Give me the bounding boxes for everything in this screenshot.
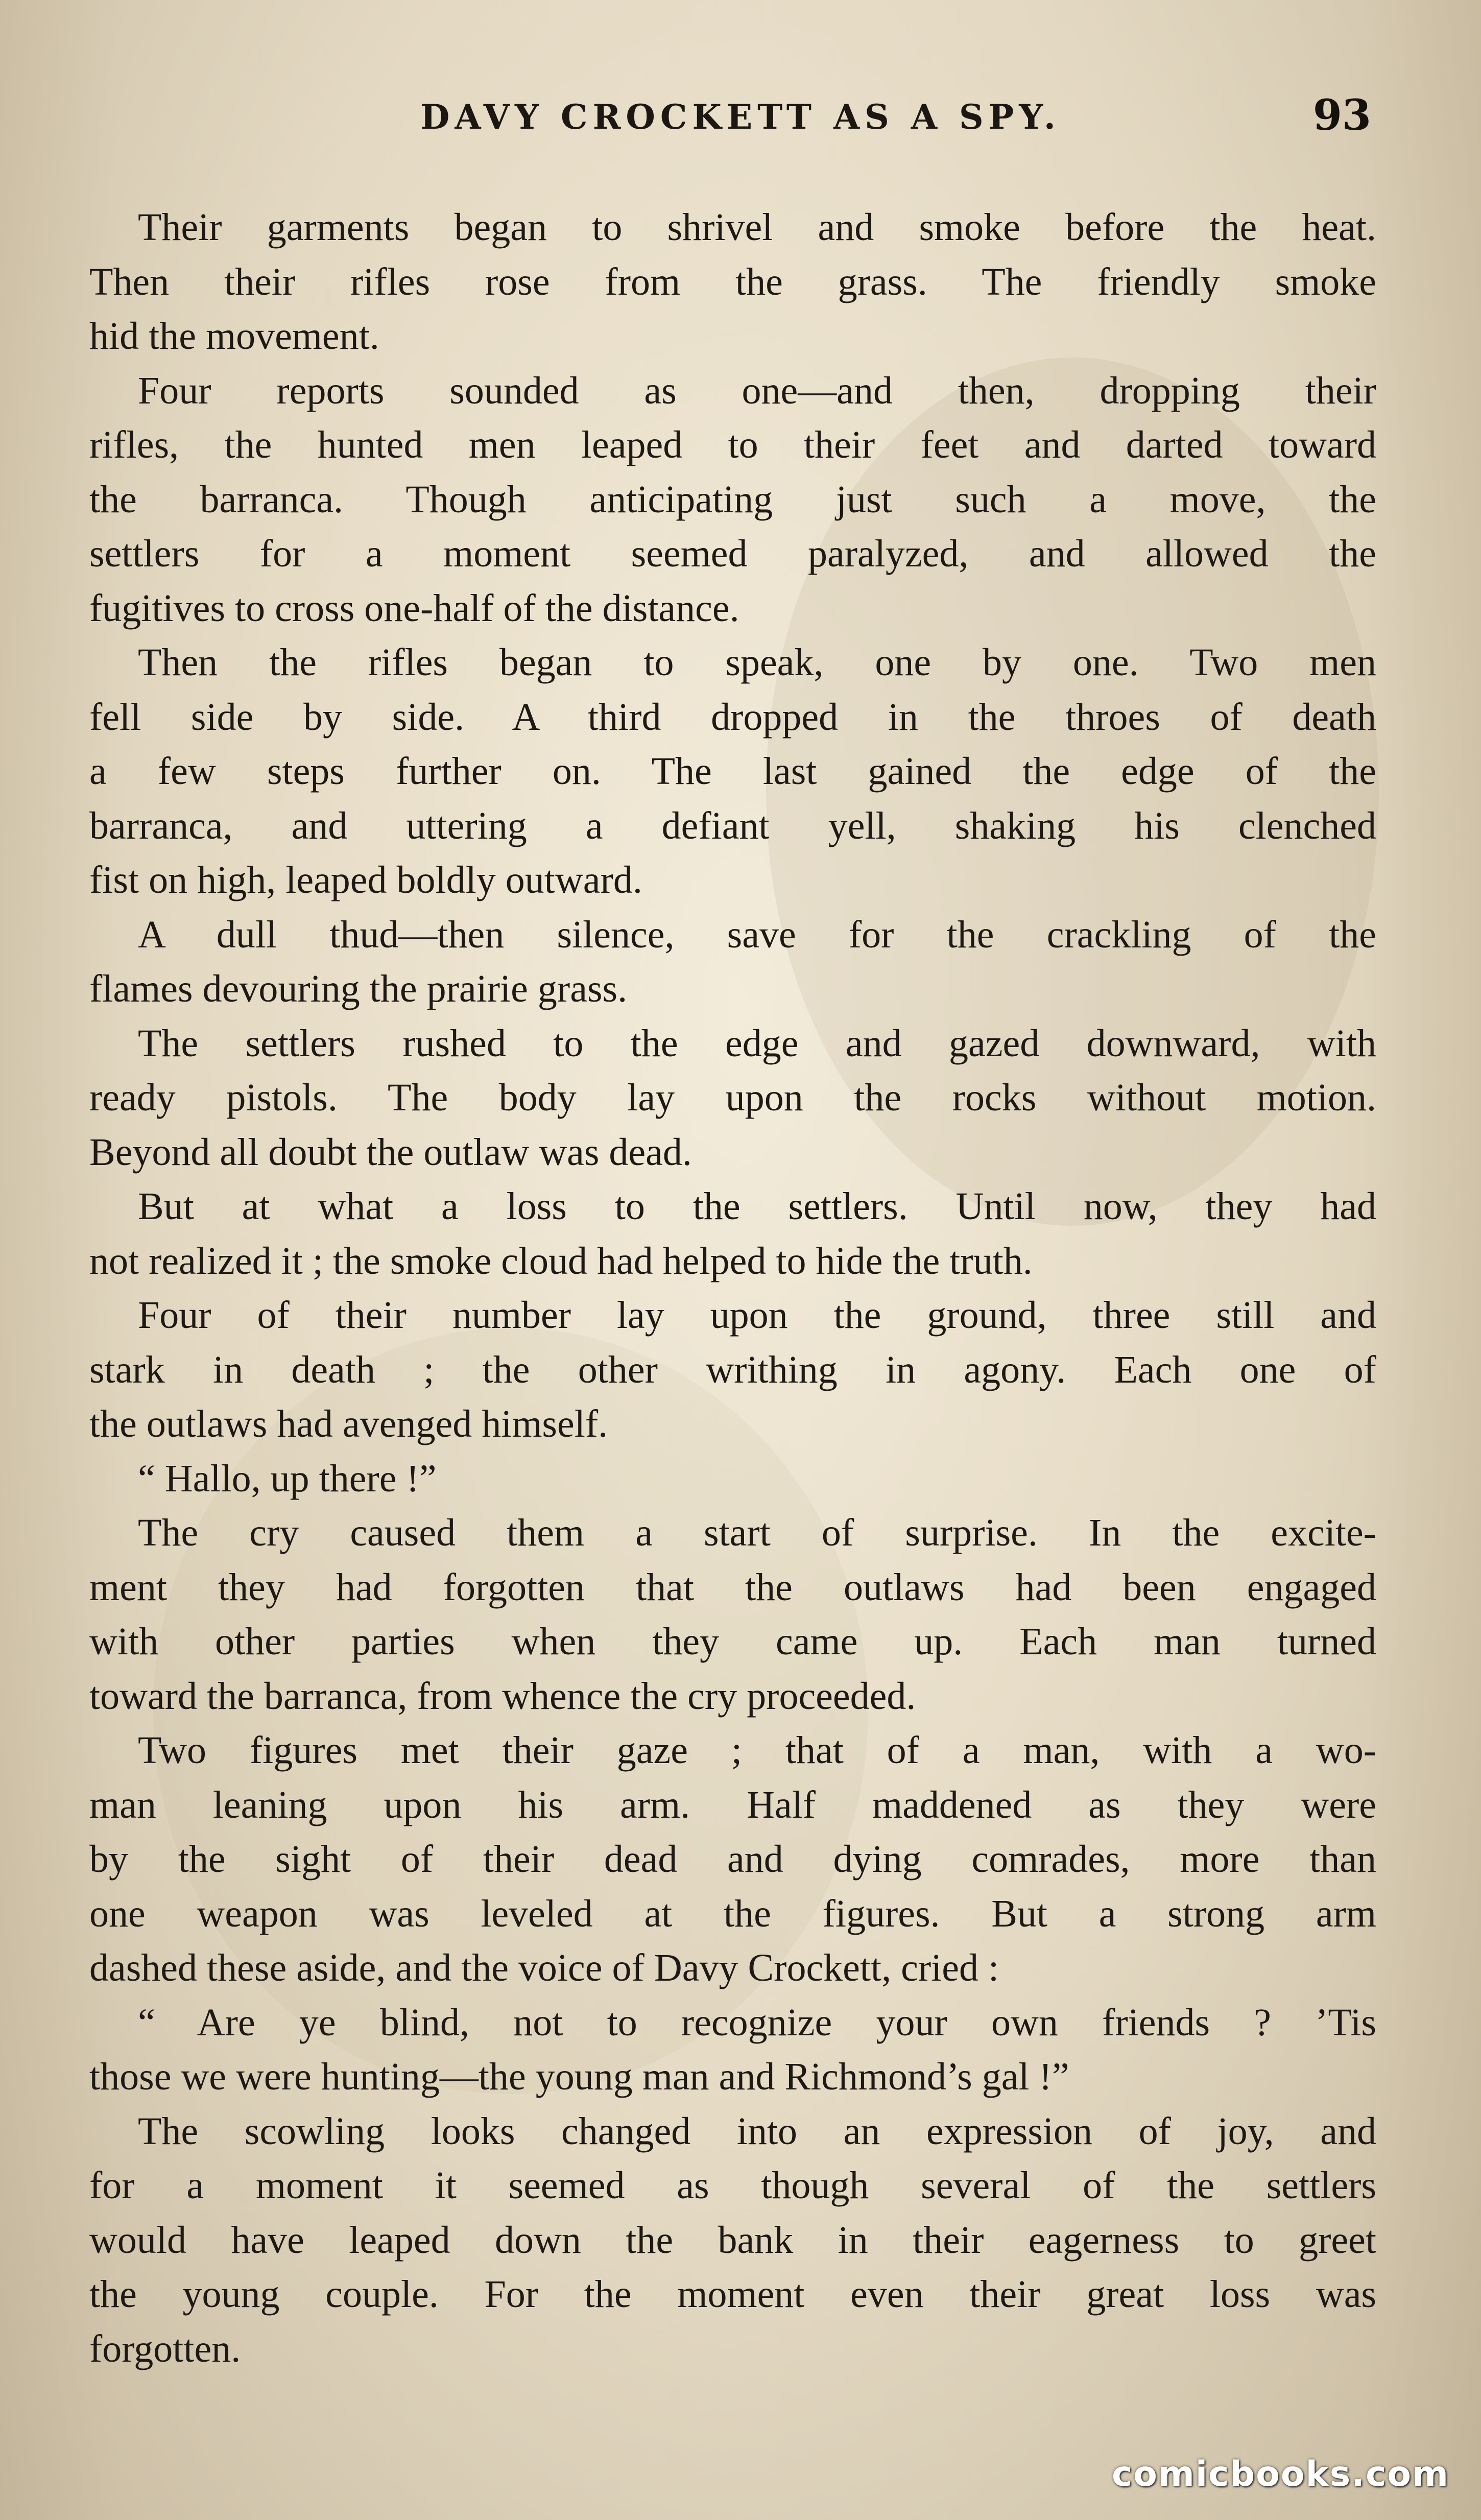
text-line: Two figures met their gaze ; that of a man, with a wo- <box>138 1729 1376 1772</box>
text-line: Four reports sounded as one—and then, dropping their <box>138 369 1376 412</box>
text-line: Then the rifles began to speak, one by one. Two men <box>138 641 1376 684</box>
text-line: one weapon was leveled at the figures. But a strong arm <box>89 1892 1376 1935</box>
text-line: But at what a loss to the settlers. Until now, they had <box>138 1185 1376 1228</box>
text-line: the barranca. Though anticipating just such a move, the <box>89 478 1376 521</box>
text-line: ready pistols. The body lay upon the rocks without motion. <box>89 1076 1376 1119</box>
text-line: stark in death ; the other writhing in agony. Each one of <box>89 1348 1376 1391</box>
text-line: man leaning upon his arm. Half maddened as they were <box>89 1783 1376 1826</box>
text-line: Four of their number lay upon the ground, three still and <box>138 1294 1376 1337</box>
text-line: fist on high, leaped boldly outward. <box>89 859 642 901</box>
text-line: would have leaped down the bank in their eagerness to greet <box>89 2218 1376 2262</box>
text-line: Beyond all doubt the outlaw was dead. <box>89 1130 692 1174</box>
text-line: fugitives to cross one-half of the distance. <box>89 586 739 630</box>
text-line: those we were hunting—the young man and Richmond’s gal !” <box>89 2055 1069 2098</box>
text-line: A dull thud—then silence, save for the crackling of the <box>138 913 1376 956</box>
text-line: Then their rifles rose from the grass. The friendly smoke <box>89 260 1376 303</box>
page-header <box>0 87 1481 148</box>
text-line: the young couple. For the moment even their great loss was <box>89 2273 1376 2316</box>
watermark: comicbooks.com <box>1111 2454 1449 2494</box>
text-line: barranca, and uttering a defiant yell, shaking his clenched <box>89 804 1376 847</box>
text-line: with other parties when they came up. Each man turned <box>89 1620 1376 1663</box>
text-line: fell side by side. A third dropped in the throes of death <box>89 695 1376 739</box>
running-head: DAVY CROCKETT AS A SPY. <box>420 97 1061 137</box>
text-line: Their garments began to shrivel and smoke before the heat. <box>138 206 1376 249</box>
text-line: The settlers rushed to the edge and gazed downward, with <box>138 1021 1376 1065</box>
text-line: hid the movement. <box>89 315 379 358</box>
text-line: dashed these aside, and the voice of Davy Crockett, cried : <box>89 1946 999 1989</box>
text-line: flames devouring the prairie grass. <box>89 967 628 1010</box>
text-line: ment they had forgotten that the outlaws had been engaged <box>89 1565 1376 1609</box>
text-line: the outlaws had avenged himself. <box>89 1402 608 1445</box>
text-line: not realized it ; the smoke cloud had helped to hide the truth. <box>89 1239 1033 1282</box>
body-text <box>89 200 1376 2376</box>
text-line: rifles, the hunted men leaped to their feet and darted toward <box>89 423 1376 466</box>
text-line: forgotten. <box>89 2327 241 2370</box>
text-line: “ Hallo, up there !” <box>138 1457 437 1500</box>
text-line: a few steps further on. The last gained the edge of the <box>89 750 1376 793</box>
text-line: “ Are ye blind, not to recognize your own friends ? ’Tis <box>138 2001 1376 2044</box>
page-number: 93 <box>1312 91 1371 140</box>
text-line: The cry caused them a start of surprise. In the excite- <box>138 1511 1376 1554</box>
text-line: for a moment it seemed as though several of the settlers <box>89 2164 1376 2207</box>
text-line: by the sight of their dead and dying comrades, more than <box>89 1838 1376 1881</box>
text-line: The scowling looks changed into an expression of joy, and <box>138 2109 1376 2153</box>
text-line: settlers for a moment seemed paralyzed, and allowed the <box>89 532 1376 575</box>
text-line: toward the barranca, from whence the cry proceeded. <box>89 1674 916 1718</box>
